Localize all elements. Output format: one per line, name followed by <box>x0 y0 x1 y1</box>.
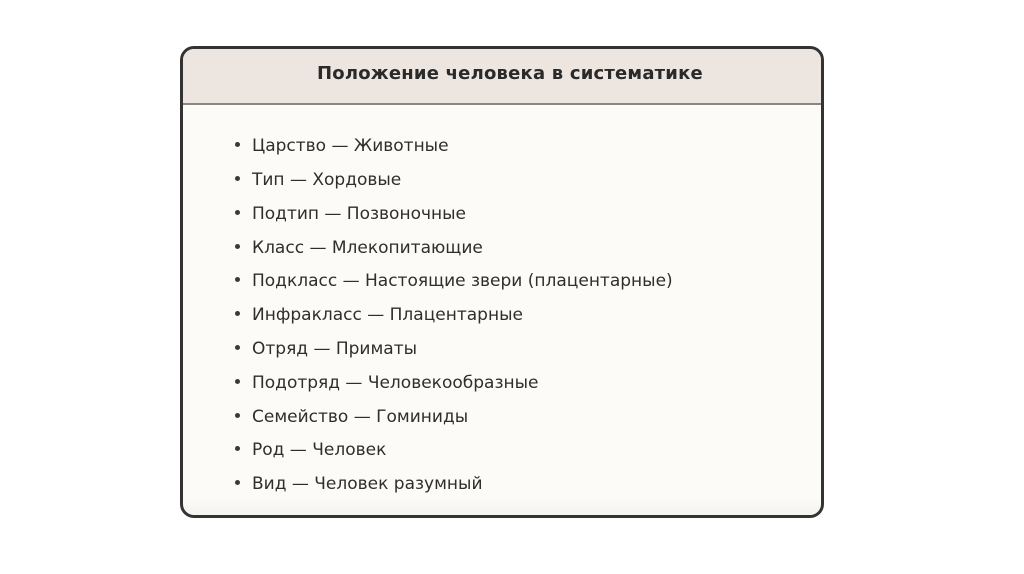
bullet-icon <box>235 142 240 147</box>
list-item <box>235 337 417 361</box>
list-item-label: Тип — Хордовые <box>252 170 402 190</box>
bullet-icon <box>235 480 240 485</box>
bullet-icon <box>235 176 240 181</box>
list-item-label: Инфракласс — Плацентарные <box>252 305 523 325</box>
list-item <box>235 236 483 260</box>
list-item <box>235 134 449 158</box>
bullet-icon <box>235 311 240 316</box>
list-item <box>235 371 538 395</box>
list-item <box>235 202 466 226</box>
list-item-label: Вид — Человек разумный <box>252 474 483 494</box>
list-item-label: Царство — Животные <box>252 136 449 156</box>
bullet-icon <box>235 210 240 215</box>
list-item-label: Семейство — Гоминиды <box>252 407 469 427</box>
list-item <box>235 472 483 496</box>
list-item <box>235 269 673 293</box>
list-item <box>235 168 401 192</box>
bullet-icon <box>235 413 240 418</box>
bullet-icon <box>235 244 240 249</box>
list-item-label: Класс — Млекопитающие <box>252 238 483 258</box>
bullet-icon <box>235 379 240 384</box>
list-item-label: Подкласс — Настоящие звери (плацентарные) <box>252 271 673 291</box>
list-item <box>235 438 386 462</box>
list-item <box>235 303 523 327</box>
bullet-icon <box>235 446 240 451</box>
list-item-label: Подтип — Позвоночные <box>252 204 467 224</box>
bullet-icon <box>235 345 240 350</box>
taxonomy-card <box>180 46 824 518</box>
card-bottom-shade <box>183 497 821 515</box>
list-item <box>235 405 468 429</box>
list-item-label: Отряд — Приматы <box>252 339 418 359</box>
card-title: Положение человека в систематике <box>317 63 703 84</box>
list-item-label: Подотряд — Человекообразные <box>252 373 539 393</box>
bullet-icon <box>235 277 240 282</box>
card-header <box>183 49 821 105</box>
list-item-label: Род — Человек <box>252 440 387 460</box>
